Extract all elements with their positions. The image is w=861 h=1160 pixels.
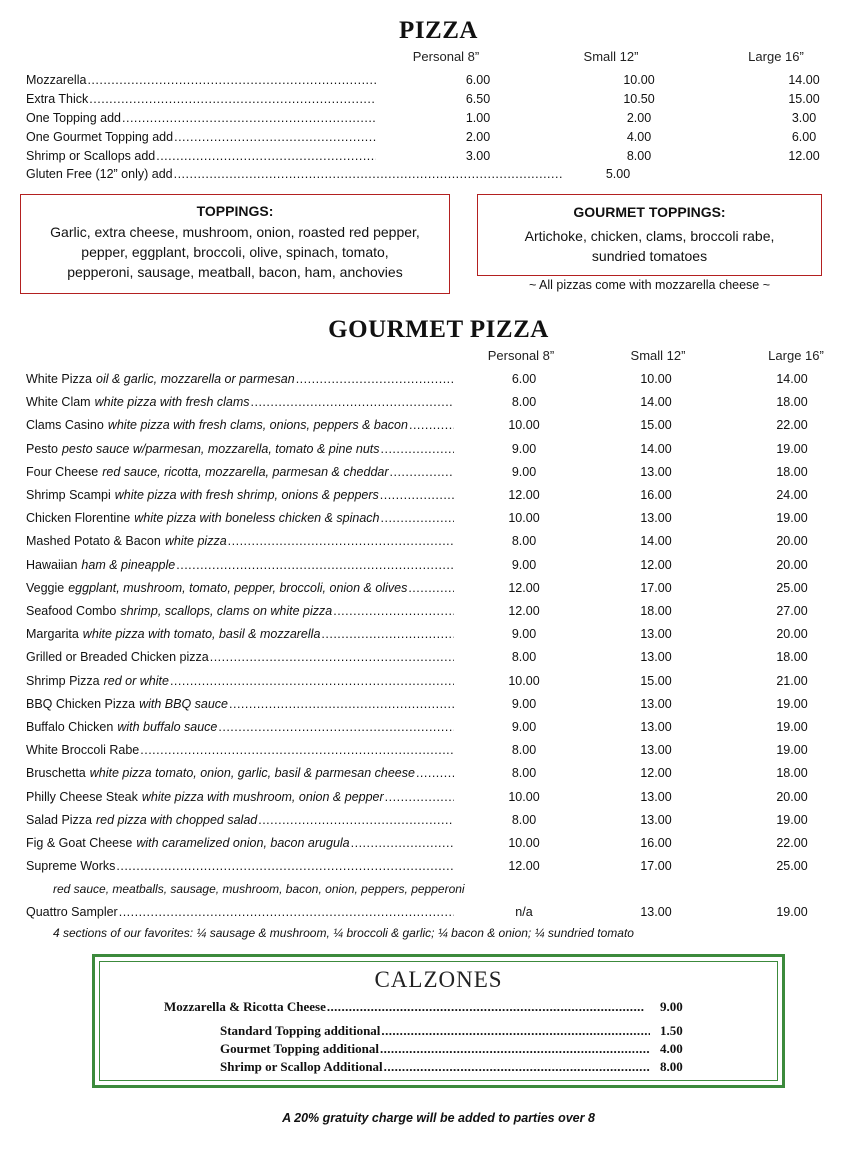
gourmet-price-small: 14.00 [640,442,672,456]
gourmet-price-large: 22.00 [776,418,808,432]
dot-leader [229,697,454,711]
gourmet-item-name: Pesto [26,442,58,456]
gourmet-row [26,558,826,576]
gourmet-item-name: Supreme Works [26,859,116,873]
gluten-free-name: Gluten Free (12” only) add [26,167,173,181]
gourmet-item-name: Seafood Combo [26,604,117,618]
gourmet-row-leader [26,674,454,688]
pizza-item-name: One Gourmet Topping add [26,130,174,144]
gourmet-price-large: 14.00 [776,372,808,386]
gourmet-price-personal: 9.00 [511,697,537,711]
gourmet-price-small: 16.00 [640,836,672,850]
gourmet-row [26,859,826,877]
gourmet-row [26,836,826,854]
gourmet-row [26,418,826,436]
gourmet-item-name: Veggie [26,581,65,595]
gourmet-item-name: Margarita [26,627,79,641]
gourmet-item-name: Clams Casino [26,418,104,432]
gourmet-price-personal: 12.00 [508,859,540,873]
gluten-free-row [26,167,826,185]
pizza-price-small: 10.50 [623,92,655,106]
quattro-name: Quattro Sampler [26,905,118,919]
gourmet-price-personal: 10.00 [508,418,540,432]
gourmet-row [26,465,826,483]
gourmet-row-leader [26,372,454,386]
gourmet-price-small: 13.00 [640,813,672,827]
gourmet-price-large: 19.00 [776,743,808,757]
dot-leader [333,604,454,618]
gourmet-price-large: 20.00 [776,627,808,641]
dot-leader [87,73,376,87]
dot-leader [381,511,455,525]
toppings-line: Garlic, extra cheese, mushroom, onion, roasted red pepper, [50,224,420,240]
pizza-item-name: One Topping add [26,111,121,125]
pizza-price-small: 10.00 [623,73,655,87]
gourmet-item-name: Salad Pizza [26,813,93,827]
gourmet-item-desc: white pizza with tomato, basil & mozzarella [82,627,321,641]
dot-leader [140,743,454,757]
quattro-note: 4 sections of our favorites: ¼ sausage & mushroom, ¼ broccoli & garlic; ¼ bacon & onion; ¼ sundried tomato [53,926,634,940]
gourmet-price-large: 25.00 [776,859,808,873]
gourmet-row-leader [26,558,454,572]
calzone-addon-name: Shrimp or Scallop Additional [220,1059,383,1074]
gourmet-item-desc: white pizza [164,534,227,548]
gourmet-row [26,442,826,460]
gourmet-price-personal: 9.00 [511,558,537,572]
calzone-main-price: 9.00 [660,999,683,1014]
gourmet-row-leader [26,604,454,618]
gourmet-price-personal: 6.00 [511,372,537,386]
gourmet-item-name: Grilled or Breaded Chicken pizza [26,650,209,664]
gourmet-price-personal: 9.00 [511,720,537,734]
gourmet-item-name: Buffalo Chicken [26,720,114,734]
gourmet-price-personal: 12.00 [508,581,540,595]
pizza-price-personal: 6.50 [465,92,491,106]
toppings-heading: TOPPINGS: [196,203,274,219]
dot-leader [210,650,454,664]
calzone-addon-row [220,1059,720,1077]
gourmet-row [26,697,826,715]
gourmet-price-large: 20.00 [776,534,808,548]
gourmet-row [26,372,826,390]
gourmet-item-name: White Pizza [26,372,92,386]
pizza-price-large: 15.00 [788,92,820,106]
dot-leader [351,836,454,850]
pizza-row-leader [26,111,376,125]
gourmet-item-desc: pesto sauce w/parmesan, mozzarella, tomato & pine nuts [61,442,380,456]
dot-leader [381,1023,650,1039]
gourmet-price-large: 20.00 [776,790,808,804]
gourmet-price-small: 13.00 [640,465,672,479]
dot-leader [218,720,454,734]
gourmet-item-desc: shrimp, scallops, clams on white pizza [120,604,333,618]
gourmet-toppings-line: Artichoke, chicken, clams, broccoli rabe, [524,228,775,244]
gourmet-price-large: 18.00 [776,766,808,780]
pizza-price-small: 4.00 [626,130,652,144]
pizza-row-leader [26,130,376,144]
gourmet-item-name: White Clam [26,395,91,409]
gourmet-row-leader [26,743,454,757]
gourmet-price-large: 25.00 [776,581,808,595]
gourmet-price-personal: 10.00 [508,511,540,525]
gourmet-item-desc: white pizza tomato, onion, garlic, basil & parmesan cheese [89,766,415,780]
gourmet-row [26,766,826,784]
gourmet-row-leader [26,581,454,595]
gourmet-item-desc: red sauce, ricotta, mozzarella, parmesan & cheddar [102,465,389,479]
gourmet-price-large: 19.00 [776,511,808,525]
dot-leader [174,167,563,181]
gourmet-row-leader [26,836,454,850]
gourmet-price-small: 13.00 [640,790,672,804]
gourmet-price-small: 17.00 [640,581,672,595]
gourmet-item-name: Philly Cheese Steak [26,790,138,804]
gourmet-item-desc: white pizza with boneless chicken & spinach [134,511,380,525]
gourmet-row [26,511,826,529]
pizza-price-small: 2.00 [626,111,652,125]
pizza-item-name: Shrimp or Scallops add [26,149,156,163]
pizza-row [26,73,826,91]
gourmet-item-name: BBQ Chicken Pizza [26,697,136,711]
gourmet-row [26,650,826,668]
pizza-title: PIZZA [399,17,478,44]
calzone-addon-leader [220,1059,650,1075]
gourmet-row [26,604,826,622]
pizza-row [26,130,826,148]
dot-leader [409,418,454,432]
gourmet-price-small: 12.00 [640,766,672,780]
dot-leader [119,905,454,919]
dot-leader [408,581,454,595]
gourmet-price-small: 13.00 [640,650,672,664]
quattro-row [26,905,826,923]
gourmet-row-leader [26,511,454,525]
dot-leader [321,627,454,641]
gourmet-item-desc: red or white [103,674,169,688]
pizza-item-name: Mozzarella [26,73,87,87]
pizza-row-leader [26,149,376,163]
gourmet-item-name: Chicken Florentine [26,511,131,525]
toppings-line: pepperoni, sausage, meatball, bacon, ham, anchovies [67,264,403,280]
dot-leader [174,130,376,144]
calzone-addon-name: Standard Topping additional [220,1023,381,1038]
gourmet-item-desc: red pizza with chopped salad [96,813,258,827]
gourmet-price-personal: 8.00 [511,743,537,757]
gourmet-row [26,790,826,808]
gourmet-row [26,813,826,831]
gourmet-toppings-box [477,194,822,276]
gourmet-price-personal: 9.00 [511,627,537,641]
gourmet-item-desc: with buffalo sauce [117,720,218,734]
gourmet-price-large: 24.00 [776,488,808,502]
gourmet-price-personal: 8.00 [511,395,537,409]
toppings-line: pepper, eggplant, broccoli, olive, spinach, tomato, [81,244,389,260]
gourmet-row-leader [26,418,454,432]
dot-leader [385,790,454,804]
dot-leader [416,766,454,780]
gourmet-price-personal: 10.00 [508,674,540,688]
pizza-row [26,111,826,129]
calzone-addon-row [220,1023,720,1041]
pizza-price-personal: 3.00 [465,149,491,163]
dot-leader [122,111,376,125]
gourmet-price-personal: 9.00 [511,442,537,456]
gourmet-price-personal: 8.00 [511,813,537,827]
pizza-col-small: Small 12” [583,49,639,64]
gourmet-row [26,674,826,692]
dot-leader [228,534,454,548]
calzone-addon-price: 4.00 [660,1041,683,1056]
gourmet-row-leader [26,813,454,827]
pizza-price-personal: 2.00 [465,130,491,144]
pizza-item-name: Extra Thick [26,92,89,106]
gourmet-col-small: Small 12” [630,348,686,363]
gratuity-note: A 20% gratuity charge will be added to parties over 8 [282,1111,595,1125]
gourmet-row-leader [26,465,454,479]
gourmet-toppings-line: sundried tomatoes [591,248,708,264]
gourmet-row-leader [26,859,454,873]
gourmet-price-small: 17.00 [640,859,672,873]
gourmet-item-desc: eggplant, mushroom, tomato, pepper, broccoli, onion & olives [68,581,408,595]
gourmet-price-personal: 9.00 [511,465,537,479]
supreme-note: red sauce, meatballs, sausage, mushroom, bacon, onion, peppers, pepperoni [53,882,465,896]
gourmet-row [26,743,826,761]
gourmet-price-large: 20.00 [776,558,808,572]
gourmet-price-large: 19.00 [776,442,808,456]
dot-leader [390,465,454,479]
pizza-row [26,149,826,167]
gourmet-item-desc: white pizza with fresh clams [94,395,250,409]
gourmet-item-name: Bruschetta [26,766,86,780]
gourmet-row-leader [26,697,454,711]
pizza-row-leader [26,73,376,87]
gourmet-price-personal: 10.00 [508,836,540,850]
gourmet-col-large: Large 16” [768,348,824,363]
gourmet-price-small: 16.00 [640,488,672,502]
gourmet-row-leader [26,395,454,409]
dot-leader [296,372,454,386]
calzone-addon-row [220,1041,720,1059]
gourmet-row-leader [26,720,454,734]
gourmet-row [26,720,826,738]
gourmet-item-desc: white pizza with fresh clams, onions, peppers & bacon [107,418,408,432]
gourmet-row-leader [26,488,454,502]
gourmet-price-small: 14.00 [640,534,672,548]
gourmet-col-personal: Personal 8” [487,348,555,363]
gourmet-price-large: 18.00 [776,650,808,664]
calzone-main-name: Mozzarella & Ricotta Cheese [164,999,326,1014]
gourmet-price-personal: 8.00 [511,766,537,780]
gourmet-price-small: 10.00 [640,372,672,386]
quattro-price-small: 13.00 [640,905,672,919]
gourmet-row-leader [26,534,454,548]
gourmet-price-large: 19.00 [776,697,808,711]
pizza-price-large: 14.00 [788,73,820,87]
dot-leader [251,395,454,409]
gourmet-price-small: 13.00 [640,743,672,757]
pizza-col-large: Large 16” [748,49,804,64]
gourmet-price-large: 22.00 [776,836,808,850]
gourmet-price-large: 19.00 [776,813,808,827]
calzone-addon-name: Gourmet Topping additional [220,1041,379,1056]
gourmet-price-small: 13.00 [640,511,672,525]
calzone-addon-leader [220,1023,650,1039]
gourmet-row [26,395,826,413]
pizza-row-leader [26,92,376,106]
gourmet-item-name: Hawaiian [26,558,78,572]
gourmet-row [26,488,826,506]
gourmet-toppings-heading: GOURMET TOPPINGS: [573,204,726,220]
gourmet-price-personal: 8.00 [511,650,537,664]
calzone-addon-price: 8.00 [660,1059,683,1074]
calzones-title: CALZONES [374,967,503,992]
calzone-addon-leader [220,1041,650,1057]
gourmet-row-leader [26,790,454,804]
gourmet-row [26,581,826,599]
gourmet-row-leader [26,766,454,780]
gourmet-item-name: Shrimp Pizza [26,674,100,688]
gourmet-item-name: Mashed Potato & Bacon [26,534,161,548]
gourmet-price-small: 12.00 [640,558,672,572]
gourmet-price-small: 18.00 [640,604,672,618]
gourmet-item-name: Fig & Goat Cheese [26,836,133,850]
gourmet-price-small: 15.00 [640,674,672,688]
gourmet-item-name: White Broccoli Rabe [26,743,140,757]
gourmet-price-small: 13.00 [640,720,672,734]
gourmet-pizza-title: GOURMET PIZZA [328,316,549,343]
dot-leader [156,149,376,163]
gourmet-item-desc: ham & pineapple [81,558,176,572]
gluten-free-price: 5.00 [605,167,631,181]
calzone-addon-price: 1.50 [660,1023,683,1038]
gourmet-price-small: 13.00 [640,627,672,641]
gourmet-price-large: 18.00 [776,395,808,409]
gourmet-price-small: 14.00 [640,395,672,409]
pizza-price-personal: 6.00 [465,73,491,87]
gourmet-price-small: 13.00 [640,697,672,711]
dot-leader [89,92,376,106]
dot-leader [258,813,454,827]
gourmet-item-desc: with caramelized onion, bacon arugula [136,836,350,850]
dot-leader [380,488,454,502]
gourmet-price-large: 18.00 [776,465,808,479]
quattro-price-large: 19.00 [776,905,808,919]
gourmet-row [26,627,826,645]
gourmet-price-small: 15.00 [640,418,672,432]
dot-leader [381,442,455,456]
pizza-col-personal: Personal 8” [412,49,480,64]
gourmet-row-leader [26,627,454,641]
dot-leader [384,1059,650,1075]
dot-leader [116,859,454,873]
pizza-price-large: 3.00 [791,111,817,125]
gourmet-item-desc: white pizza with fresh shrimp, onions & peppers [114,488,379,502]
pizza-price-small: 8.00 [626,149,652,163]
gourmet-price-large: 27.00 [776,604,808,618]
mozzarella-note: ~ All pizzas come with mozzarella cheese ~ [528,278,771,292]
pizza-price-large: 6.00 [791,130,817,144]
toppings-box [20,194,450,294]
gourmet-item-name: Four Cheese [26,465,99,479]
gourmet-row [26,534,826,552]
pizza-price-personal: 1.00 [465,111,491,125]
pizza-row [26,92,826,110]
pizza-price-large: 12.00 [788,149,820,163]
gourmet-price-personal: 10.00 [508,790,540,804]
gourmet-item-name: Shrimp Scampi [26,488,111,502]
gourmet-row-leader [26,650,454,664]
gourmet-item-desc: oil & garlic, mozzarella or parmesan [96,372,295,386]
gourmet-price-personal: 8.00 [511,534,537,548]
calzone-main-row [164,999,724,1017]
dot-leader [327,999,644,1015]
gourmet-price-personal: 12.00 [508,604,540,618]
dot-leader [380,1041,650,1057]
dot-leader [170,674,454,688]
gourmet-price-large: 19.00 [776,720,808,734]
gourmet-item-desc: with BBQ sauce [139,697,229,711]
gourmet-price-large: 21.00 [776,674,808,688]
gourmet-item-desc: white pizza with mushroom, onion & pepper [141,790,384,804]
gourmet-price-personal: 12.00 [508,488,540,502]
gourmet-row-leader [26,442,454,456]
quattro-price-personal: n/a [515,905,533,919]
calzones-box [92,954,785,1088]
dot-leader [176,558,454,572]
